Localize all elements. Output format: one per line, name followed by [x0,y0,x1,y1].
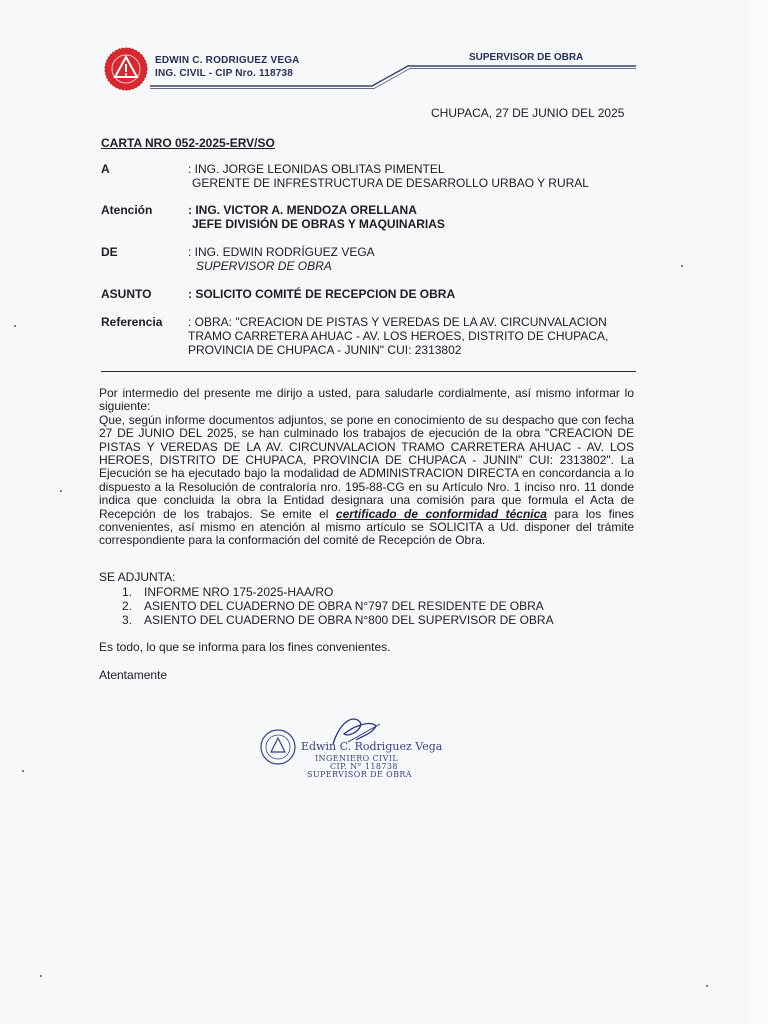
list-item: 2. ASIENTO DEL CUADERNO DE OBRA N°797 DEL RESIDENTE DE OBRA [122,599,544,613]
field-de-label: DE [101,245,118,259]
speck [14,325,16,327]
speck [60,490,62,492]
closing-text: Es todo, lo que se informa para los fines convenientes. [99,640,391,654]
speck [706,985,708,987]
field-a-recipient: : ING. JORGE LEONIDAS OBLITAS PIMENTEL [188,162,445,176]
divider [101,371,636,372]
page-edge [750,0,768,1024]
body-paragraph-end: para los fines convenientes, así mismo en atención al mismo artículo se SOLICITA a Ud. disponer del trámite correspondiente para la conformación del comité de Recepción de Obra. [99,506,635,548]
list-item: 3. ASIENTO DEL CUADERNO DE OBRA N°800 DEL SUPERVISOR DE OBRA [122,613,554,627]
speck [22,770,24,772]
seal-name: Edwin C. Rodriguez Vega [301,740,443,753]
company-logo-icon [104,47,148,91]
certificado-link: certificado de conformidad técnica [335,506,547,521]
seal-role: SUPERVISOR DE OBRA [307,770,412,779]
header-rule [150,60,640,90]
header-cip: ING. CIVIL - CIP Nro. 118738 [155,68,294,79]
body-intro: Por intermedio del presente me dirijo a usted, para saludarle cordialmente, así mismo informar lo siguiente: [99,386,634,414]
field-atencion-label: Atención [101,203,153,217]
attachments-title: SE ADJUNTA: [99,570,176,584]
field-atencion-position: JEFE DIVISIÓN DE OBRAS Y MAQUINARIAS [192,217,445,231]
field-asunto-value: : SOLICITO COMITÉ DE RECEPCION DE OBRA [188,287,456,301]
body-paragraph-text: Que, según informe documentos adjuntos, se pone en conocimiento de su despacho que con fecha 27 DE JUNIO DEL 2025, se han culminado los trabajos de ejecución de la obra "CREACION DE PISTAS Y VEREDAS DE LA AV. CIRCUNVALACION TRAMO CARRETERA AHUAC - AV. LOS HEROES, DISTRITO DE CHUPACA, PROVINCIA DE CHUPACA - JUNIN" CUI: 2313802". La Ejecución se ha ejecutado bajo la modalidad de ADMINISTRACION DIRECTA en concordancia a lo dispuesto a la Resolución de contraloría nro. 195-88-CG en su Artículo Nro. 1 inciso nro. 11 donde indica que concluida la obra la Entidad designara una comisión para que formula el Acta de Recepción de los trabajos. Se emite el [99,412,634,521]
field-atencion-name: : ING. VICTOR A. MENDOZA ORELLANA [188,203,417,217]
list-item: 1. INFORME NRO 175-2025-HAA/RO [122,585,334,599]
body-paragraph [99,414,634,548]
seal-cip: CIP. N° 118738 [330,762,398,771]
farewell-text: Atentamente [99,668,168,682]
field-referencia-label: Referencia [101,315,163,329]
field-a-position: GERENTE DE INFRESTRUCTURA DE DESARROLLO URBAO Y RURAL [192,176,589,190]
header-role: SUPERVISOR DE OBRA [469,52,584,63]
field-de-position: SUPERVISOR DE OBRA [196,259,332,273]
field-referencia-line1: : OBRA: "CREACION DE PISTAS Y VEREDAS DE LA AV. CIRCUNVALACION [188,315,607,329]
letter-body [99,387,634,548]
letter-number: CARTA NRO 052-2025-ERV/SO [101,136,275,150]
speck [40,975,42,977]
field-referencia-line2: TRAMO CARRETERA AHUAC - AV. LOS HEROES, DISTRITO DE CHUPACA, [188,329,609,343]
letter-date: CHUPACA, 27 DE JUNIO DEL 2025 [431,106,625,120]
speck [681,265,683,267]
field-de-name: : ING. EDWIN RODRÍGUEZ VEGA [188,245,375,259]
attachments-list [122,585,554,627]
field-asunto-label: ASUNTO [101,287,152,301]
field-a-label: A [101,162,110,176]
seal-title: INGENIERO CIVIL [315,754,399,763]
header-name: EDWIN C. RODRIGUEZ VEGA [155,55,300,66]
field-referencia-line3: PROVINCIA DE CHUPACA - JUNIN" CUI: 2313802 [188,343,462,357]
